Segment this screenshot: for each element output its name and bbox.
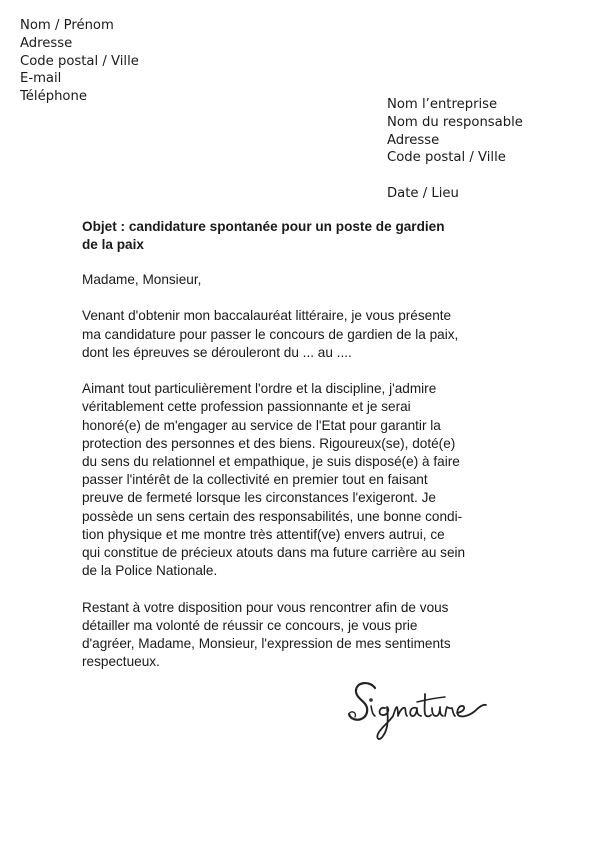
recipient-block: [387, 96, 523, 203]
body-line: ma candidature pour passer le concours de gardien de la paix,: [82, 326, 459, 342]
paragraph-motivation: [82, 380, 517, 580]
salutation-text: Madame, Monsieur,: [82, 272, 202, 287]
body-line: protection des personnes et des biens. Rigoureux(se), doté(e): [82, 435, 456, 451]
recipient-postal-city: Code postal / Ville: [387, 150, 506, 166]
body-line: Restant à votre disposition pour vous rencontrer afin de vous: [82, 599, 449, 615]
subject-line: Objet : candidature spontanée pour un poste de gardien: [82, 219, 445, 234]
body-line: honoré(e) de m'engager au service de l'Etat pour garantir la: [82, 417, 441, 433]
handwritten-signature: [345, 676, 490, 746]
body-line: Venant d'obtenir mon baccalauréat littéraire, je vous présente: [82, 308, 452, 324]
body-line: véritablement cette profession passionnante et je serai: [82, 399, 411, 415]
sender-address: Adresse: [20, 35, 73, 51]
body-line: d'agréer, Madame, Monsieur, l'expression de mes sentiments: [82, 636, 451, 652]
sender-phone: Téléphone: [20, 89, 87, 105]
body-line: qui constitue de précieux atouts dans ma future carrière au sein: [82, 545, 466, 561]
recipient-company: Nom l’entreprise: [387, 97, 498, 112]
body-line: possède un sens certain des responsabilités, une bonne condi-: [82, 508, 463, 524]
body-line: tion physique et me montre très attentif(ve) envers autrui, ce: [82, 526, 445, 542]
body-line: détailler ma volonté de réussir ce concours, je vous prie: [82, 617, 418, 633]
body-line: de la Police Nationale.: [82, 563, 218, 579]
body-line: passer l'intérêt de la collectivité en premier tout en faisant: [82, 472, 428, 488]
recipient-manager: Nom du responsable: [387, 114, 523, 130]
body-line: preuve de fermeté lorsque les circonstances l'exigeront. Je: [82, 490, 436, 506]
subject-line: de la paix: [82, 237, 144, 253]
signature-drawing: [345, 676, 490, 746]
body-line: respectueux.: [82, 654, 160, 670]
sender-email: E-mail: [20, 71, 62, 87]
paragraph-closing: [82, 599, 517, 672]
paragraph-intro: [82, 307, 517, 362]
sender-name: Nom / Prénom: [20, 18, 114, 33]
recipient-address: Adresse: [387, 132, 440, 148]
salutation: [82, 271, 517, 289]
letter-body: [82, 271, 517, 690]
sender-postal-city: Code postal / Ville: [20, 53, 139, 69]
date-place: Date / Lieu: [387, 186, 459, 202]
letter-subject: [82, 218, 502, 254]
body-line: du sens du relationnel et empathique, je suis disposé(e) à faire: [82, 454, 460, 469]
body-line: dont les épreuves se dérouleront du ... au ....: [82, 344, 352, 360]
sender-block: [20, 17, 139, 106]
body-line: Aimant tout particulièrement l'ordre et la discipline, j'admire: [82, 381, 437, 397]
